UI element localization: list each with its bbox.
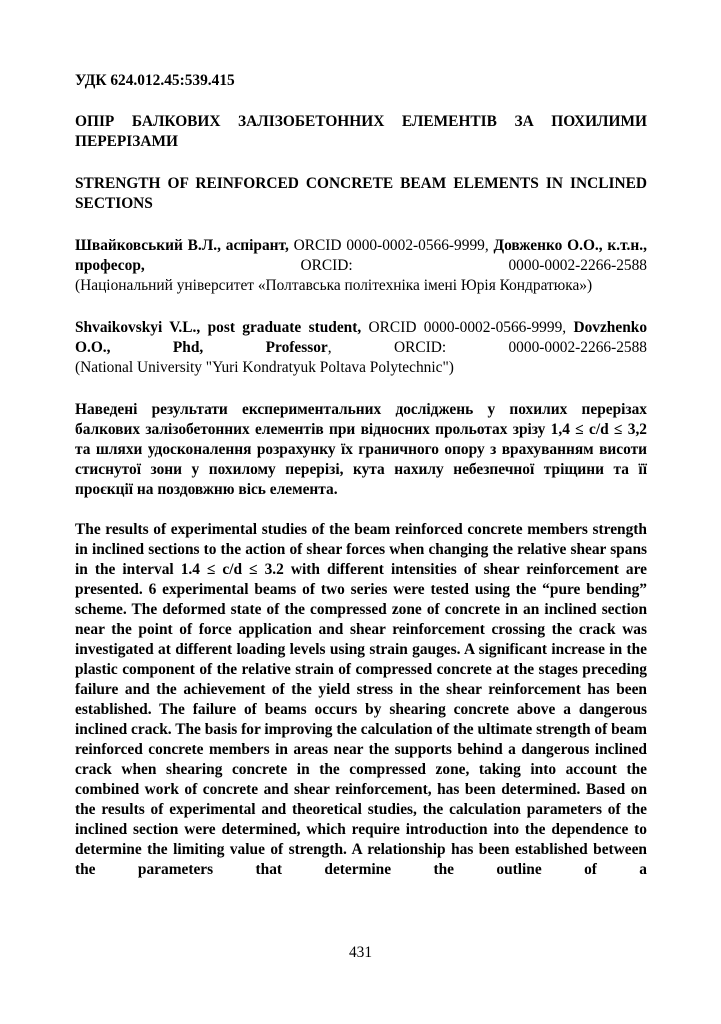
- author1-uk-name: Швайковський В.Л., аспірант,: [75, 237, 289, 254]
- authors-uk-text: [75, 236, 647, 276]
- author1-en-orcid: ORCID 0000-0002-0566-9999,: [368, 319, 567, 336]
- affiliation-uk: (Національний університет «Полтавська політехніка імені Юрія Кондратюка»): [75, 277, 593, 294]
- author1-en-name: Shvaikovskyi V.L., post graduate student,: [75, 319, 362, 336]
- page-number: 431: [348, 944, 373, 961]
- author2-uk-name: Довженко О.О., к.т.н., професор,: [75, 237, 647, 274]
- udc-code: УДК 624.012.45:539.415: [75, 72, 235, 89]
- authors-en-text: [75, 318, 647, 358]
- title-ukrainian: ОПІР БАЛКОВИХ ЗАЛІЗОБЕТОННИХ ЕЛЕМЕНТІВ ЗА ПОХИЛИМИ ПЕРЕРІЗАМИ: [75, 113, 647, 150]
- author2-en-orcid: , ORCID: 0000-0002-2266-2588: [327, 339, 647, 356]
- authors-ukrainian: [75, 236, 647, 296]
- author2-uk-orcid: ORCID: 0000-0002-2266-2588: [300, 257, 647, 274]
- abstract-english: The results of experimental studies of the beam reinforced concrete members strength in inclined sections to the action of shear forces when changing the relative shear spans in the interval 1.4 ≤ c/d ≤ 3.2 with different intensities of shear reinforcement are presented. 6 experimental beams of two series were tested using the “pure bending” scheme. The deformed state of the compressed zone of concrete in an inclined section near the point of force application and shear reinforcement crossing the crack was investigated at different loading levels using strain gauges. A significant increase in the plastic component of the relative strain of compressed concrete at the stages preceding failure and the achievement of the yield stress in the shear reinforcement has been established. The failure of beams occurs by shearing concrete above a dangerous inclined crack. The basis for improving the calculation of the ultimate strength of beam reinforced concrete members in areas near the supports behind a dangerous inclined crack when shearing concrete in the compressed zone, taking into account the combined work of concrete and shear reinforcement, has been determined. Based on the results of experimental and theoretical studies, the calculation parameters of the inclined section were determined, which require introduction into the dependence to determine the limiting value of strength. A relationship has been established between the parameters that determine the outline of a: [75, 521, 647, 878]
- title-english: STRENGTH OF REINFORCED CONCRETE BEAM ELEMENTS IN INCLINED SECTIONS: [75, 175, 647, 212]
- abstract-ukrainian: Наведені результати експериментальних досліджень у похилих перерізах балкових залізобетонних елементів при відносних прольотах зрізу 1,4 ≤ c/d ≤ 3,2 та шляхи удосконалення розрахунку їх граничного опору з врахуванням висоти стиснутої зони у похилому перерізі, кута нахилу небезпечної тріщини та її проєкції на поздовжню вісь елемента.: [75, 401, 647, 498]
- affiliation-en: (National University "Yuri Kondratyuk Poltava Polytechnic"): [75, 359, 454, 376]
- authors-english: [75, 318, 647, 378]
- author2-en-name: Dovzhenko O.O.,: [75, 319, 648, 356]
- author2-en-position: Professor: [265, 339, 328, 356]
- page-content: [75, 71, 647, 880]
- author1-uk-orcid: ORCID 0000-0002-0566-9999,: [293, 237, 489, 254]
- author2-en-degree: Phd,: [172, 339, 204, 356]
